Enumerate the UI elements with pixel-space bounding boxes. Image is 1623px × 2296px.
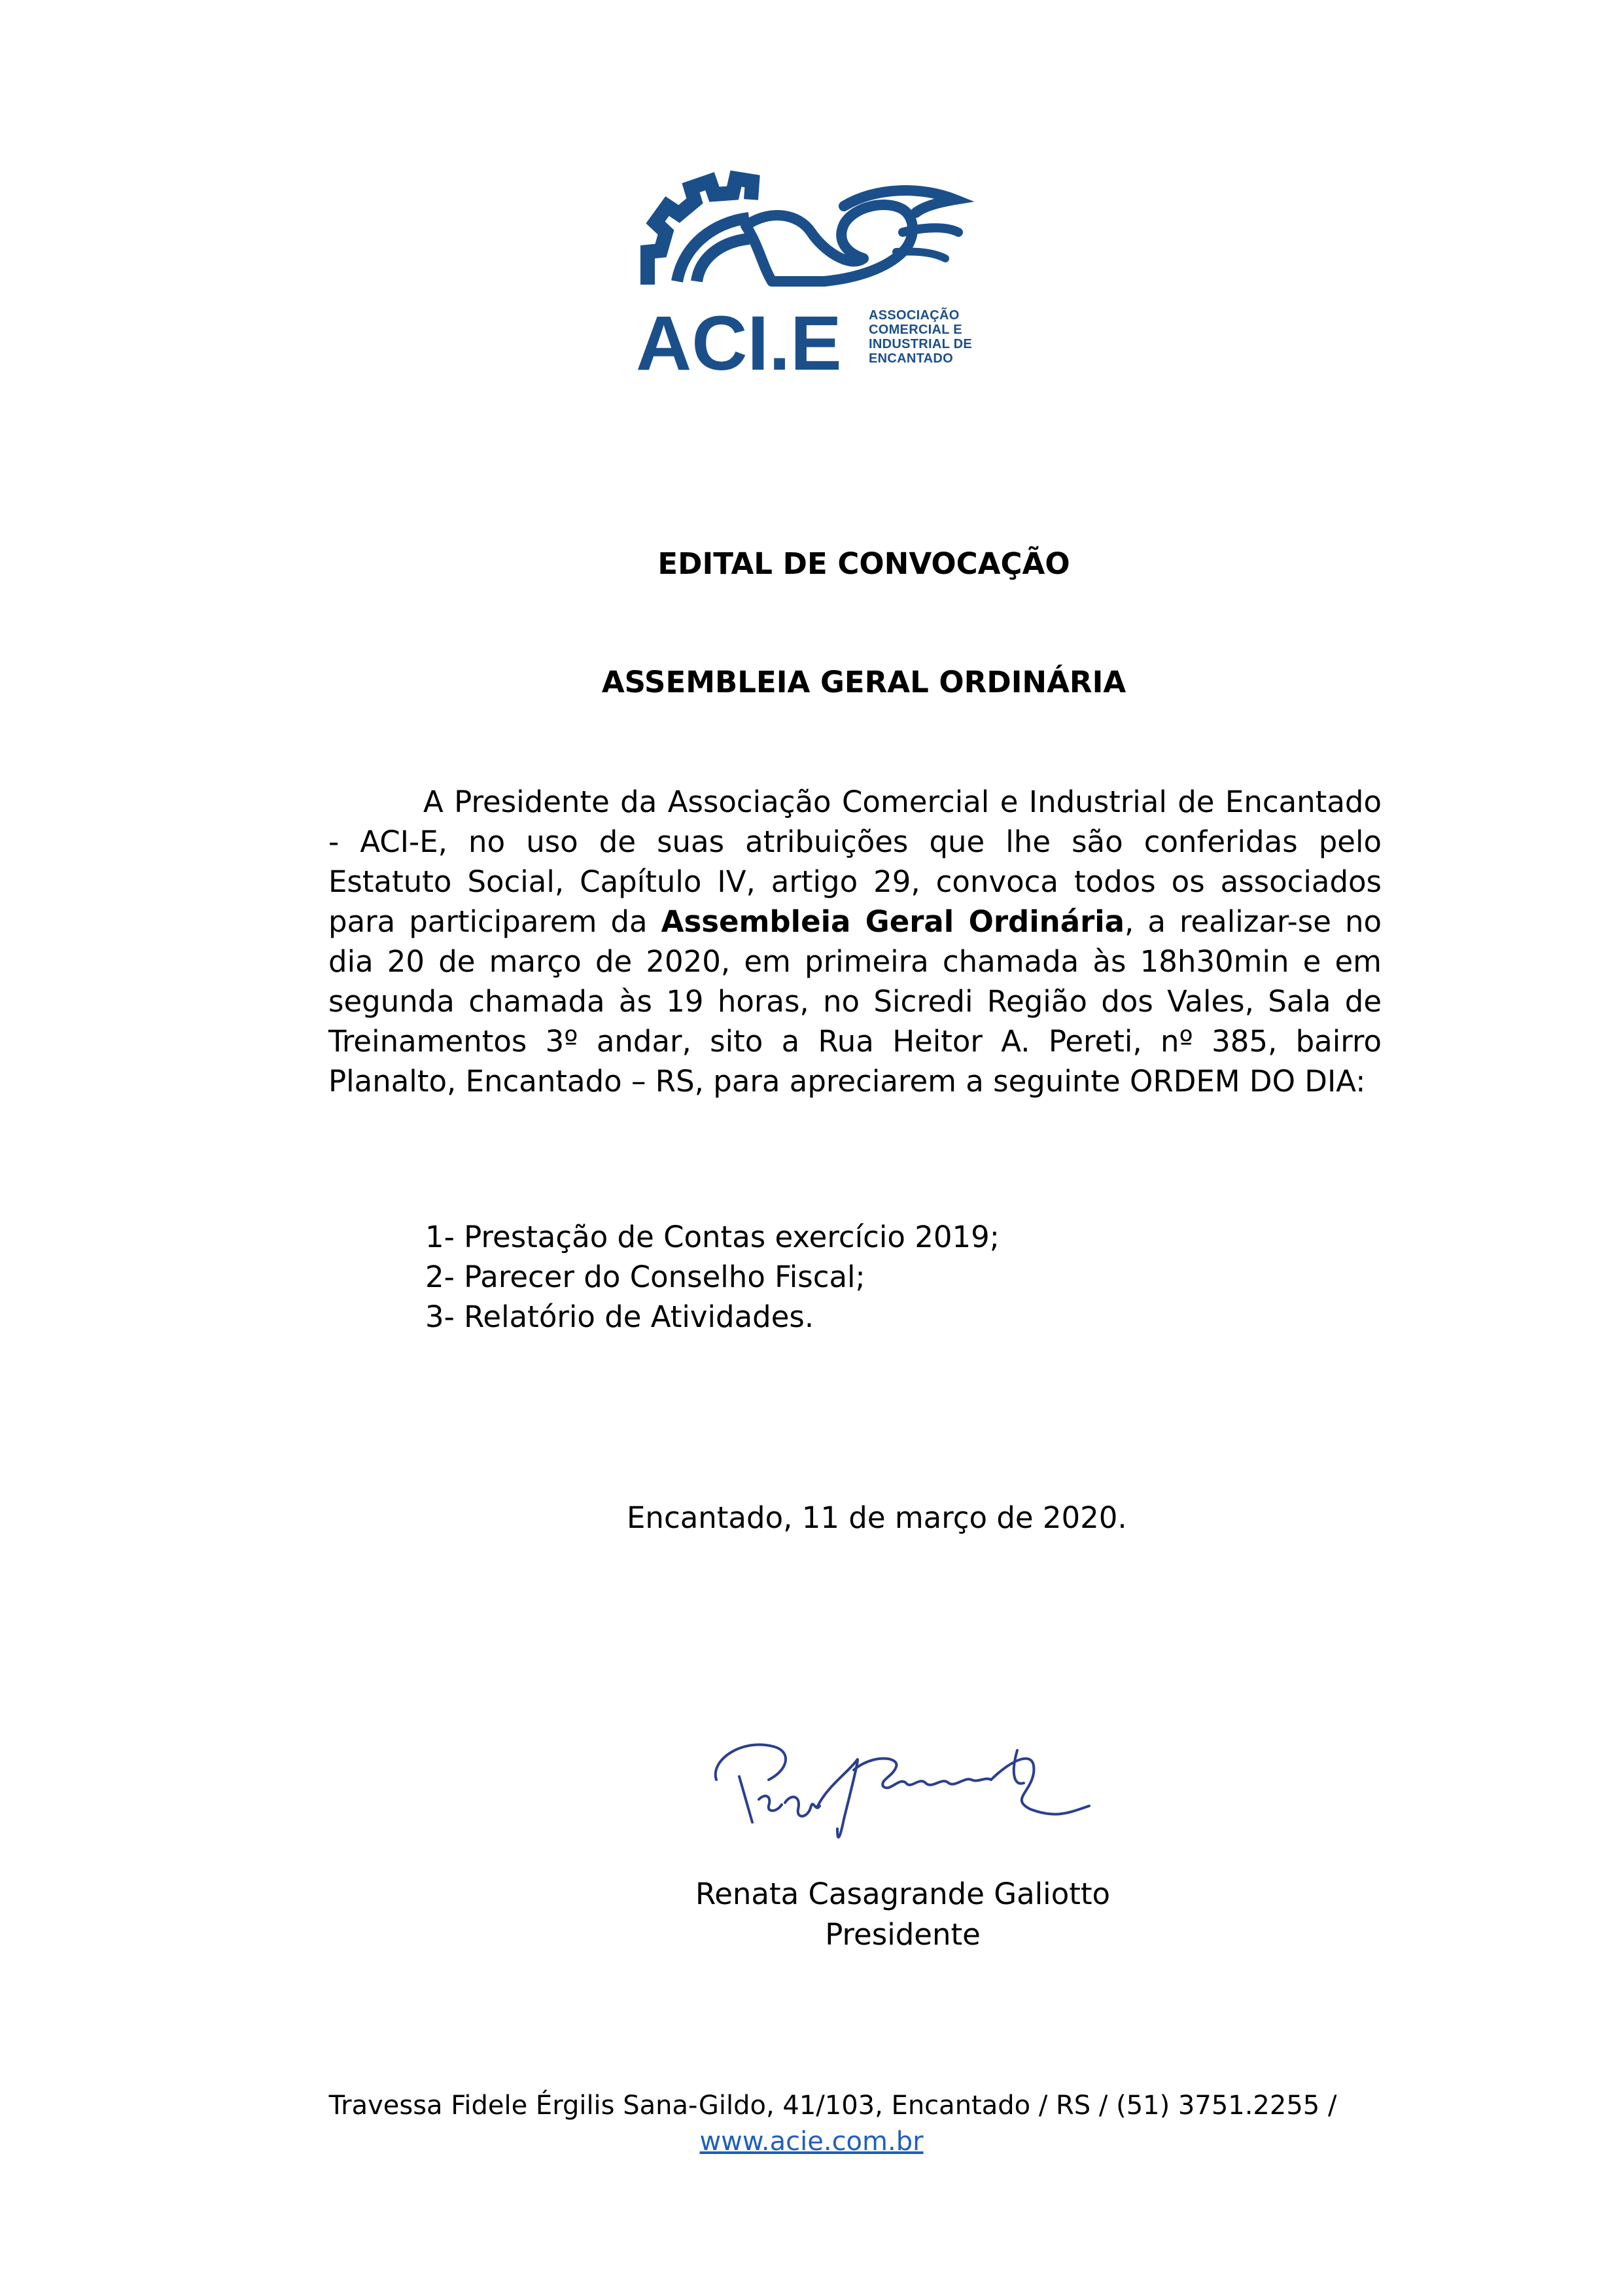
signature-icon [703,1714,1109,1878]
convocation-paragraph [328,782,1382,1101]
paragraph-text-part1: A Presidente da Associação Comercial e Industrial de Encantado - ACI-E, no uso de suas atribuições que lhe são conferidas pelo Estatuto Social, Capítulo IV, artigo 29, convoca todos os associados para participarem da [328,785,1382,939]
agenda-item: 1- Prestação de Contas exercício 2019; [425,1220,1000,1254]
logo-subtitle-line: INDUSTRIAL DE [869,337,972,351]
signer-name: Renata Casagrande Galiotto [695,1877,1111,1911]
logo-wordmark: ACI.E [636,300,842,383]
footer-website [0,2127,1623,2157]
handwritten-signature [703,1714,1109,1878]
organization-logo [628,147,994,383]
document-title: EDITAL DE CONVOCAÇÃO [657,546,1070,581]
logo-subtitle-line: COMERCIAL E [869,323,962,337]
date-line: Encantado, 11 de março de 2020. [627,1500,1127,1535]
paragraph-bold-phrase: Assembleia Geral Ordinária [661,904,1125,939]
logo-subtitle-line: ASSOCIAÇÃO [869,308,960,323]
logo-subtitle [869,308,993,366]
website-link[interactable]: www.acie.com.br [699,2127,924,2157]
document-subtitle: ASSEMBLEIA GERAL ORDINÁRIA [601,665,1126,699]
logo-subtitle-line: ENCANTADO [869,351,953,366]
paragraph-text-part2: , a realizar-se no dia 20 de março de 2020, em primeira chamada às 18h30min e em segunda chamada às 19 horas, no Sicredi Região dos Vales, Sala de Treinamentos 3º andar, sito a Rua Heitor A. Pereti, nº 385, bairro Planalto, Encantado – RS, para apreciarem a seguinte ORDEM DO DIA: [328,904,1382,1099]
signer-role: Presidente [825,1917,981,1952]
agenda-list [425,1217,1000,1337]
agenda-item: 3- Relatório de Atividades. [425,1299,814,1334]
agenda-item: 2- Parecer do Conselho Fiscal; [425,1260,865,1294]
footer-address: Travessa Fidele Érgilis Sana-Gildo, 41/103, Encantado / RS / (51) 3751.2255 / [328,2091,1337,2121]
